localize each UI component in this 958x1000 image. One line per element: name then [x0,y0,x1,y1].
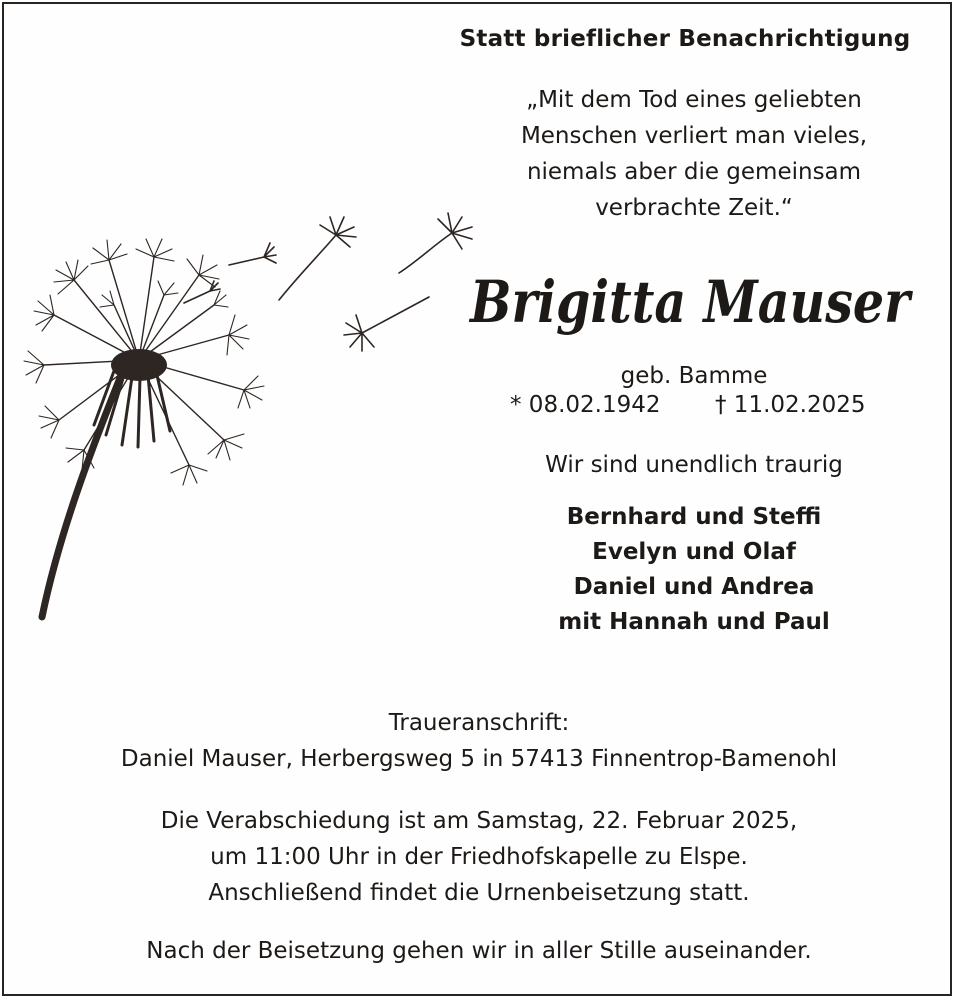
mourning-address [20,705,938,777]
quote [430,82,958,226]
family-list [430,500,958,640]
death-date: † 11.02.2025 [715,392,866,418]
quote-line: verbrachte Zeit.“ [595,195,793,221]
quote-line: „Mit dem Tod eines geliebten [526,87,862,113]
family-member: Daniel und Andrea [573,574,815,600]
family-member: Bernhard und Steffi [566,504,822,530]
quote-line: niemals aber die gemeinsam [526,159,862,185]
header-notice: Statt brieflicher Benachrichtigung [459,26,911,52]
family-member: Evelyn und Olaf [592,539,796,565]
family-member: mit Hannah und Paul [558,609,830,635]
dandelion-icon [14,195,484,625]
farewell-line: um 11:00 Uhr in der Friedhofskapelle zu Elspe. [210,844,748,870]
deceased-name [455,252,925,362]
quote-line: Menschen verliert man vieles, [520,123,868,149]
mourning-line: Wir sind unendlich traurig [545,452,843,478]
deceased-name-text: Brigitta Mauser [468,268,914,336]
born-name: geb. Bamme [620,363,768,389]
closing-line: Nach der Beisetzung gehen wir in aller Stille auseinander. [146,938,812,964]
address-label: Traueranschrift: [388,710,570,736]
birth-date: * 08.02.1942 [510,392,661,418]
farewell-info [20,803,938,911]
address-value: Daniel Mauser, Herbergsweg 5 in 57413 Finnentrop-Bamenohl [120,746,838,772]
farewell-line: Anschließend findet die Urnenbeisetzung statt. [208,880,750,906]
farewell-line: Die Verabschiedung ist am Samstag, 22. Februar 2025, [160,808,798,834]
